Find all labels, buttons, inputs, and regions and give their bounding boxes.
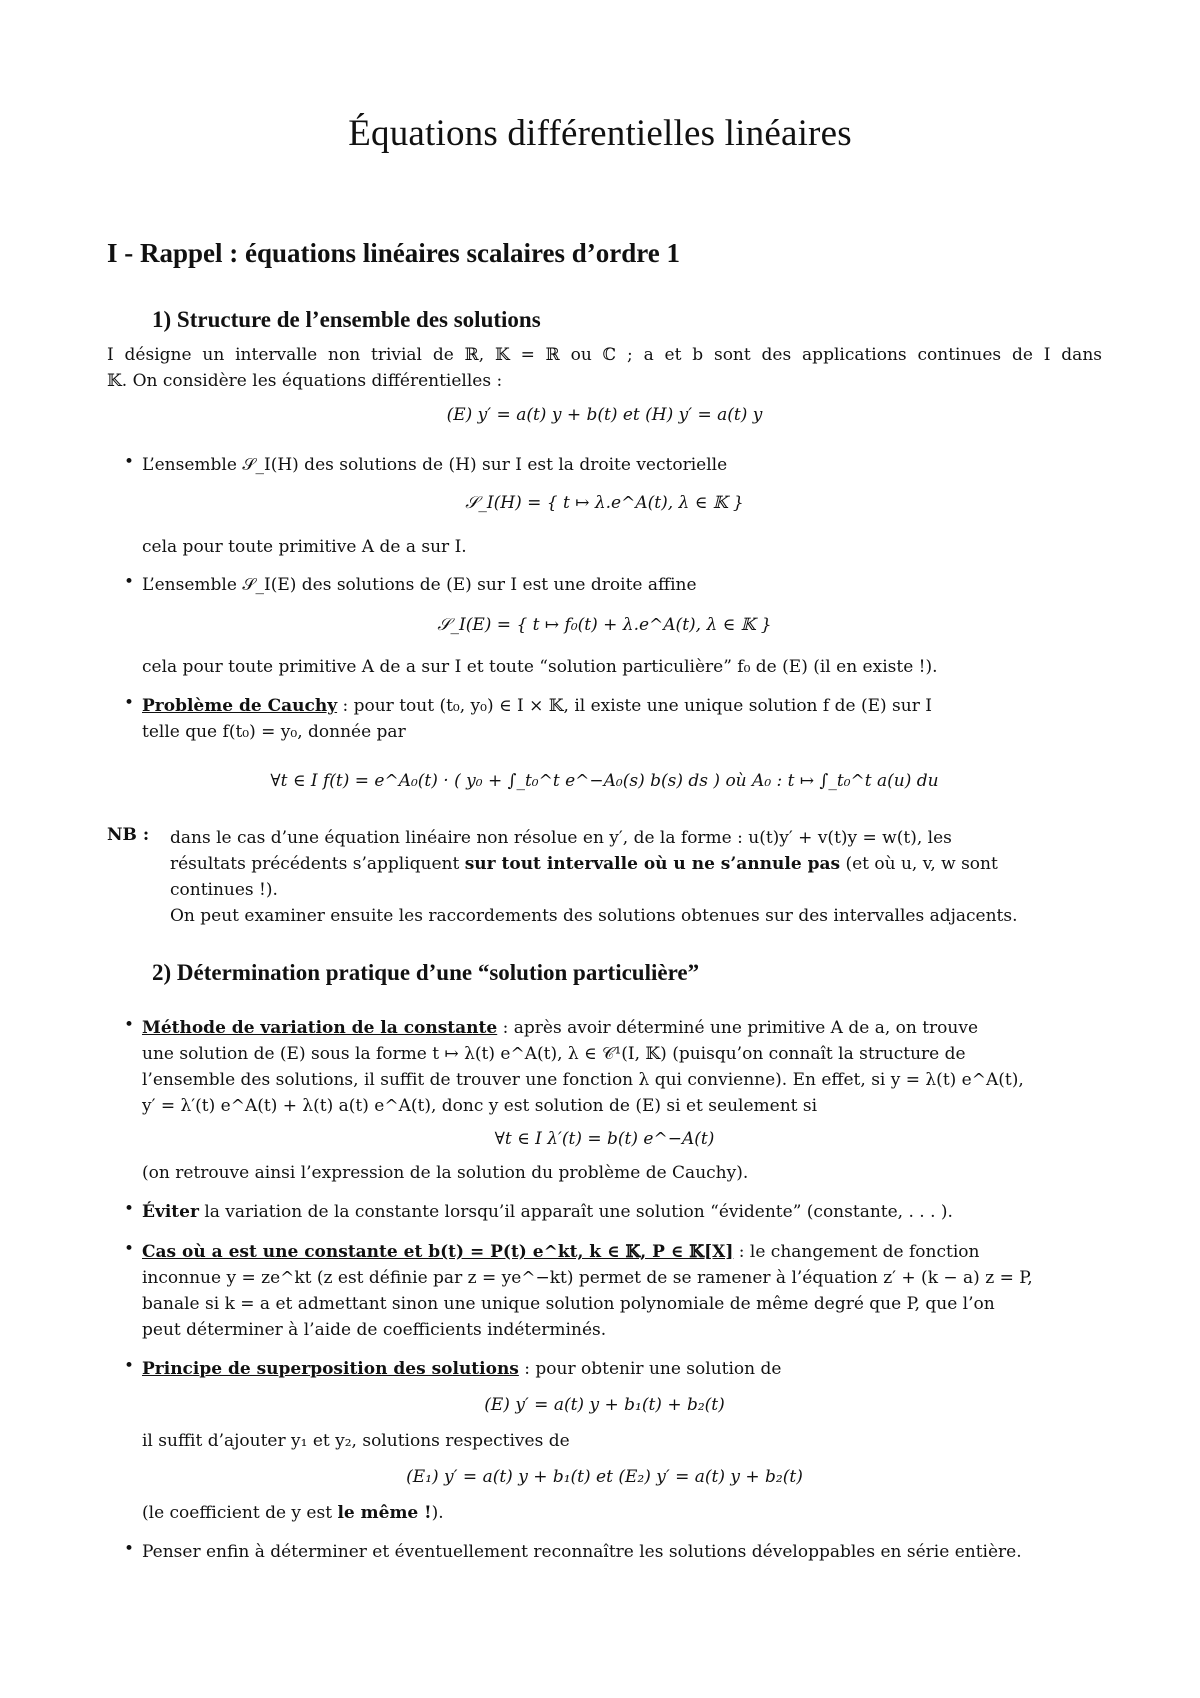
nb-line-2-c: (et où u, v, w sont <box>840 854 998 874</box>
cauchy-label: Problème de Cauchy <box>142 696 338 716</box>
equation-se: 𝒮_I(E) = { t ↦ f₀(t) + λ.e^A(t), λ ∈ 𝕂 } <box>437 615 772 635</box>
superposition-text-3c: ). <box>431 1503 444 1523</box>
bullet-1-text: L’ensemble 𝒮_I(H) des solutions de (H) sur I est la droite vectorielle <box>142 455 728 475</box>
bullet-icon: • <box>124 1199 135 1219</box>
subsection-heading-2: 2) Détermination pratique d’une “solution particulière” <box>152 960 700 985</box>
nb-line-4: On peut examiner ensuite les raccordements des solutions obtenues sur des intervalles adjacents. <box>170 906 1018 926</box>
cauchy-text: : pour tout (t₀, y₀) ∈ I × 𝕂, il existe une unique solution f de (E) sur I <box>337 696 932 716</box>
bullet-icon: • <box>124 693 135 713</box>
avoid-label: Éviter <box>142 1202 199 1222</box>
equation-lambda: ∀t ∈ I λ′(t) = b(t) e^−A(t) <box>494 1129 715 1149</box>
nb-line-2 <box>170 851 1102 877</box>
bullet-icon: • <box>124 1015 135 1035</box>
superposition-text-1: : pour obtenir une solution de <box>518 1359 782 1379</box>
method-line-2: une solution de (E) sous la forme t ↦ λ(t) e^A(t), λ ∈ 𝒞¹(I, 𝕂) (puisqu’on connaît la structure de <box>142 1044 966 1064</box>
superposition-label: Principe de superposition des solutions <box>142 1359 519 1379</box>
section-heading: I - Rappel : équations linéaires scalaires d’ordre 1 <box>107 238 680 268</box>
bullet-2-after: cela pour toute primitive A de a sur I et toute “solution particulière” f₀ de (E) (il en existe !). <box>142 657 938 677</box>
nb-label: NB : <box>107 825 150 845</box>
avoid-line <box>142 1199 1102 1225</box>
bullet-2-text: L’ensemble 𝒮_I(E) des solutions de (E) sur I est une droite affine <box>142 575 697 595</box>
superposition-line-3 <box>142 1500 1102 1526</box>
nb-line-2-bold: sur tout intervalle où u ne s’annule pas <box>464 854 841 874</box>
bullet-3-line-1 <box>142 693 1102 719</box>
equation-sh: 𝒮_I(H) = { t ↦ λ.e^A(t), λ ∈ 𝕂 } <box>465 493 744 513</box>
superposition-text-3a: (le coefficient de y est <box>142 1503 338 1523</box>
method-text-1: : après avoir déterminé une primitive A de a, on trouve <box>497 1018 979 1038</box>
equation-superposition: (E) y′ = a(t) y + b₁(t) + b₂(t) <box>484 1395 725 1415</box>
intro-line-2: 𝕂. On considère les équations différentielles : <box>107 371 503 391</box>
equation-cauchy: ∀t ∈ I f(t) = e^A₀(t) · ( y₀ + ∫_t₀^t e^−A₀(s) b(s) ds ) où A₀ : t ↦ ∫_t₀^t a(u) du <box>270 771 939 791</box>
nb-line-2-a: résultats précédents s’appliquent <box>170 854 465 874</box>
equation-e-h: (E) y′ = a(t) y + b(t) et (H) y′ = a(t) y <box>446 405 763 425</box>
method-line-1 <box>142 1015 1102 1041</box>
bullet-icon: • <box>124 452 135 472</box>
last-line: Penser enfin à déterminer et éventuellement reconnaître les solutions développables en série entière. <box>142 1542 1022 1562</box>
method-after: (on retrouve ainsi l’expression de la solution du problème de Cauchy). <box>142 1163 749 1183</box>
method-line-3: l’ensemble des solutions, il suffit de trouver une fonction λ qui convienne). En effet, si y = λ(t) e^A(t), <box>142 1070 1024 1090</box>
superposition-bold: le même ! <box>337 1503 432 1523</box>
bullet-icon: • <box>124 572 135 592</box>
avoid-text: la variation de la constante lorsqu’il apparaît une solution “évidente” (constante, . . . ). <box>198 1202 953 1222</box>
bullet-icon: • <box>124 1239 135 1259</box>
case-text-1: : le changement de fonction <box>733 1242 980 1262</box>
bullet-3-line-2: telle que f(t₀) = y₀, donnée par <box>142 722 406 742</box>
case-line-2: inconnue y = ze^kt (z est définie par z = ye^−kt) permet de se ramener à l’équation z′ + (k − a) z = P, <box>142 1268 1033 1288</box>
superposition-line-1 <box>142 1356 1102 1382</box>
method-label: Méthode de variation de la constante <box>142 1018 498 1038</box>
superposition-line-2: il suffit d’ajouter y₁ et y₂, solutions respectives de <box>142 1431 570 1451</box>
intro-line-1: I désigne un intervalle non trivial de ℝ, 𝕂 = ℝ ou ℂ ; a et b sont des applications continues de I dans <box>107 345 1102 365</box>
bullet-icon: • <box>124 1539 135 1559</box>
case-line-4: peut déterminer à l’aide de coefficients indéterminés. <box>142 1320 607 1340</box>
nb-line-3: continues !). <box>170 880 278 900</box>
method-line-4: y′ = λ′(t) e^A(t) + λ(t) a(t) e^A(t), donc y est solution de (E) si et seulement si <box>142 1096 818 1116</box>
bullet-1-after: cela pour toute primitive A de a sur I. <box>142 537 467 557</box>
equation-e1-e2: (E₁) y′ = a(t) y + b₁(t) et (E₂) y′ = a(t) y + b₂(t) <box>406 1467 803 1487</box>
subsection-heading-1: 1) Structure de l’ensemble des solutions <box>152 307 541 332</box>
bullet-icon: • <box>124 1356 135 1376</box>
case-line-1 <box>142 1239 1102 1265</box>
nb-line-1: dans le cas d’une équation linéaire non résolue en y′, de la forme : u(t)y′ + v(t)y = w(t), les <box>170 828 952 848</box>
page-title: Équations différentielles linéaires <box>348 113 852 154</box>
case-label: Cas où a est une constante et b(t) = P(t) e^kt, k ∈ 𝕂, P ∈ 𝕂[X] <box>142 1242 734 1262</box>
case-line-3: banale si k = a et admettant sinon une unique solution polynomiale de même degré que P, que l’on <box>142 1294 995 1314</box>
